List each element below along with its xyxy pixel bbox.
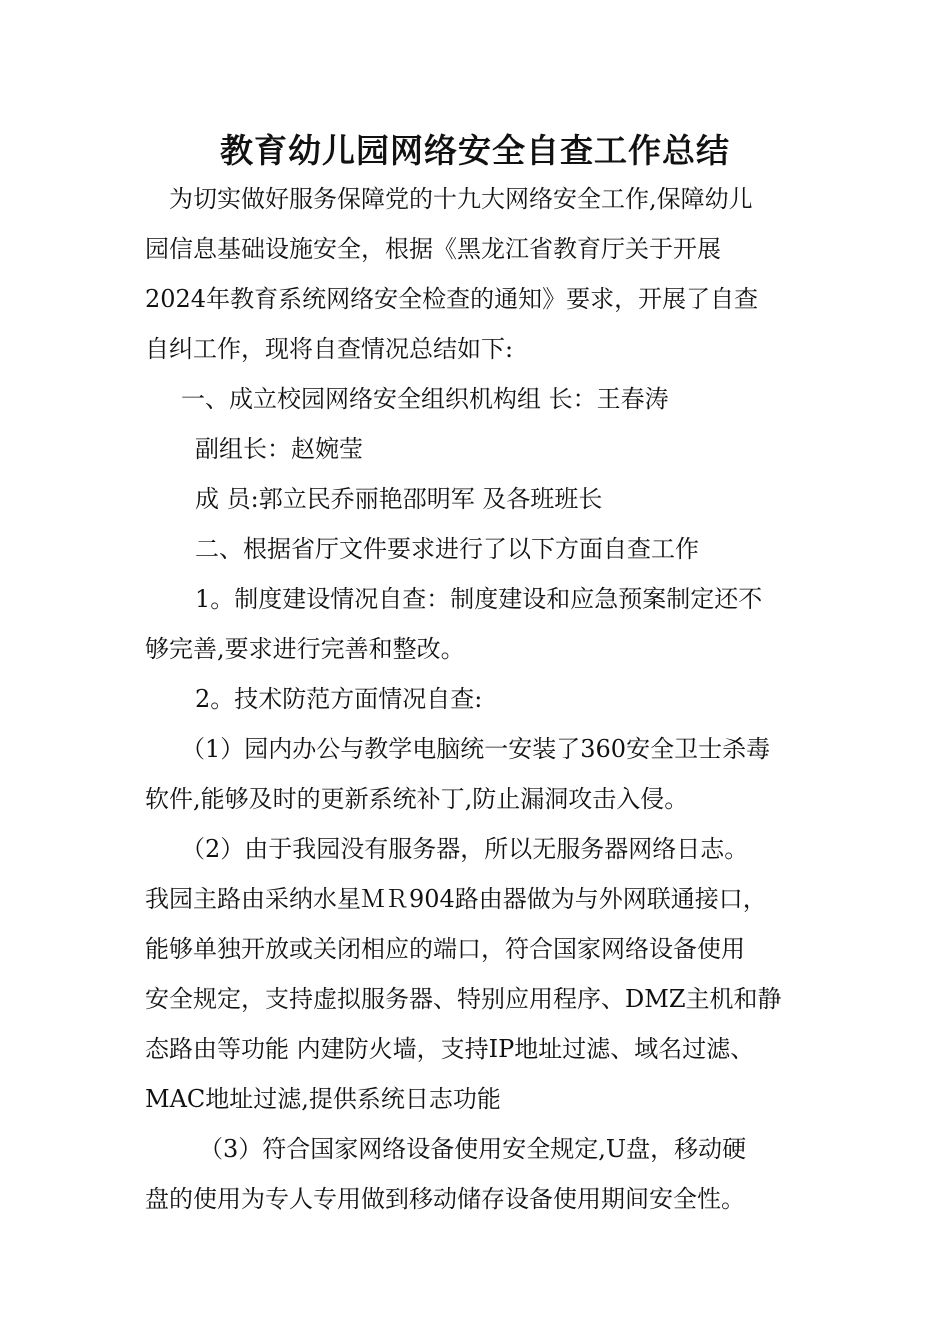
- sub-item-2-line-6: MAC地址过滤,提供系统日志功能: [145, 1085, 501, 1113]
- item-1-line-1: 1。制度建设情况自查：制度建设和应急预案制定还不: [195, 585, 763, 613]
- sub-item-3-line-2: 盘的使用为专人专用做到移动储存设备使用期间安全性。: [145, 1185, 745, 1213]
- section-heading-self-check: 二、根据省厅文件要求进行了以下方面自查工作: [195, 535, 699, 563]
- sub-item-3-line-1: （3）符合国家网络设备使用安全规定,U盘，移动硬: [199, 1135, 747, 1163]
- document-title: 教育幼儿园网络安全自查工作总结: [220, 131, 730, 170]
- members-line: 成 员:郭立民乔丽艳邵明军 及各班班长: [195, 485, 603, 513]
- document-body: [145, 174, 815, 1224]
- deputy-leader-line: 副组长：赵婉莹: [195, 435, 363, 463]
- section-heading-organization: 一、成立校园网络安全组织机构组 长：王春涛: [181, 385, 669, 413]
- paragraph-line-intro-2: 园信息基础设施安全，根据《黑龙江省教育厅关于开展: [145, 235, 721, 263]
- paragraph-line-intro-4: 自纠工作，现将自查情况总结如下:: [145, 335, 514, 363]
- item-1-line-2: 够完善,要求进行完善和整改。: [145, 635, 465, 663]
- sub-item-2-line-5: 态路由等功能 内建防火墙，支持IP地址过滤、域名过滤、: [145, 1035, 755, 1063]
- sub-item-2-line-2: 我园主路由采纳水星ＭＲ904路由器做为与外网联通接口，: [145, 885, 767, 913]
- paragraph-line-intro-3: 2024年教育系统网络安全检查的通知》要求，开展了自查: [145, 285, 759, 313]
- sub-item-1-line-2: 软件,能够及时的更新系统补丁,防止漏洞攻击入侵。: [145, 785, 689, 813]
- sub-item-2-line-4: 安全规定，支持虚拟服务器、特别应用程序、DMZ主机和静: [145, 985, 782, 1013]
- sub-item-2-line-3: 能够单独开放或关闭相应的端口，符合国家网络设备使用: [145, 935, 745, 963]
- sub-item-1-line-1: （1）园内办公与教学电脑统一安装了360安全卫士杀毒: [181, 735, 771, 763]
- paragraph-line-intro-1: 为切实做好服务保障党的十九大网络安全工作,保障幼儿: [169, 185, 753, 213]
- sub-item-2-line-1: （2）由于我园没有服务器，所以无服务器网络日志。: [181, 835, 749, 863]
- item-2-heading: 2。技术防范方面情况自查:: [195, 685, 483, 713]
